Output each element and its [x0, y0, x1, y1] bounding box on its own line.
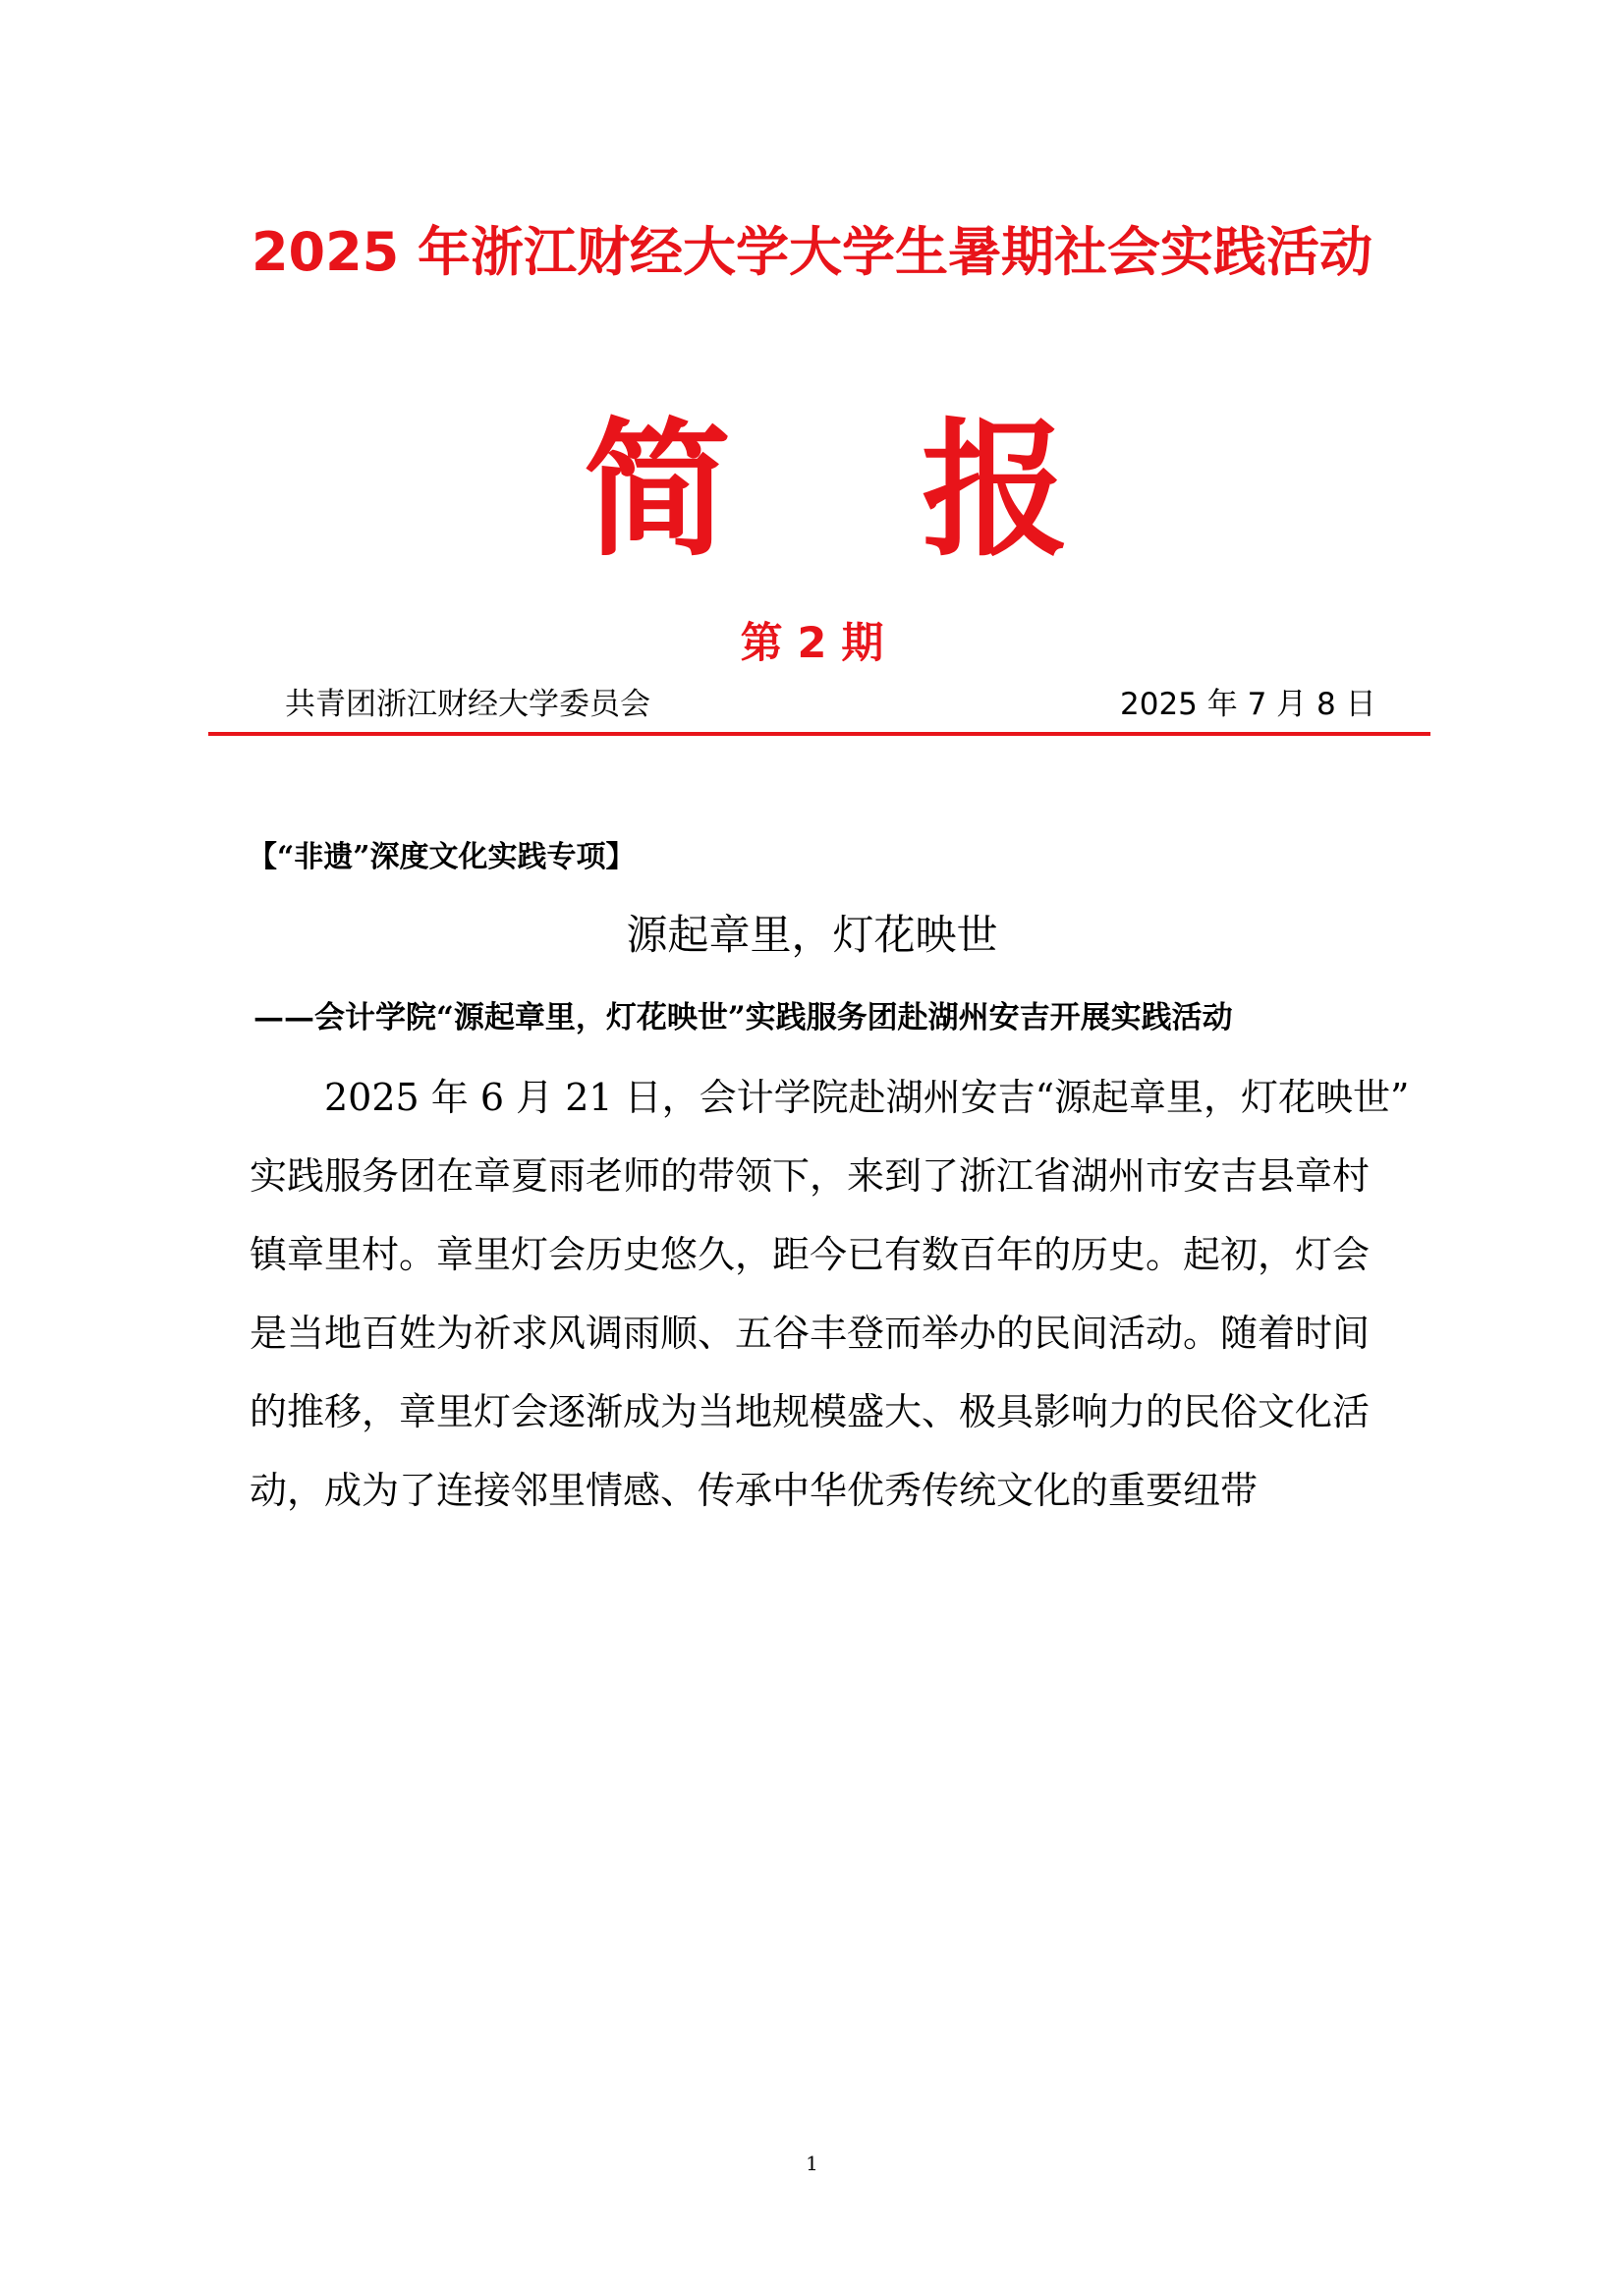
header-divider	[208, 732, 1430, 736]
bulletin-header-title: 2025 年浙江财经大学大学生暑期社会实践活动	[251, 221, 1373, 283]
article-body-line: 2025 年 6 月 21 日，会计学院赴湖州安吉“源起章里，灯花映世”	[250, 1076, 1410, 1119]
article-body-line: 是当地百姓为祈求风调雨顺、五谷丰登而举办的民间活动。随着时间	[250, 1312, 1371, 1355]
page-number: 1	[806, 2152, 818, 2175]
article-body-line: 的推移，章里灯会逐渐成为当地规模盛大、极具影响力的民俗文化活	[250, 1390, 1371, 1433]
issue-date: 2025 年 7 月 8 日	[1120, 687, 1376, 722]
article-title: 源起章里，灯花映世	[626, 911, 998, 959]
bulletin-big-char-jian: 简	[584, 406, 732, 577]
article-body-line: 实践服务团在章夏雨老师的带领下，来到了浙江省湖州市安吉县章村	[250, 1154, 1371, 1198]
issuer-name: 共青团浙江财经大学委员会	[285, 687, 650, 722]
bulletin-big-char-bao: 报	[922, 406, 1070, 577]
article-body-line: 镇章里村。章里灯会历史悠久，距今已有数百年的历史。起初，灯会	[250, 1233, 1371, 1276]
issue-number: 第 2 期	[740, 619, 884, 668]
section-tag: 【“非遗”深度文化实践专项】	[248, 840, 636, 874]
article-body-line: 动，成为了连接邻里情感、传承中华优秀传统文化的重要纽带	[250, 1469, 1259, 1512]
article-subtitle: ——会计学院“源起章里，灯花映世”实践服务团赴湖州安吉开展实践活动	[253, 1000, 1233, 1036]
